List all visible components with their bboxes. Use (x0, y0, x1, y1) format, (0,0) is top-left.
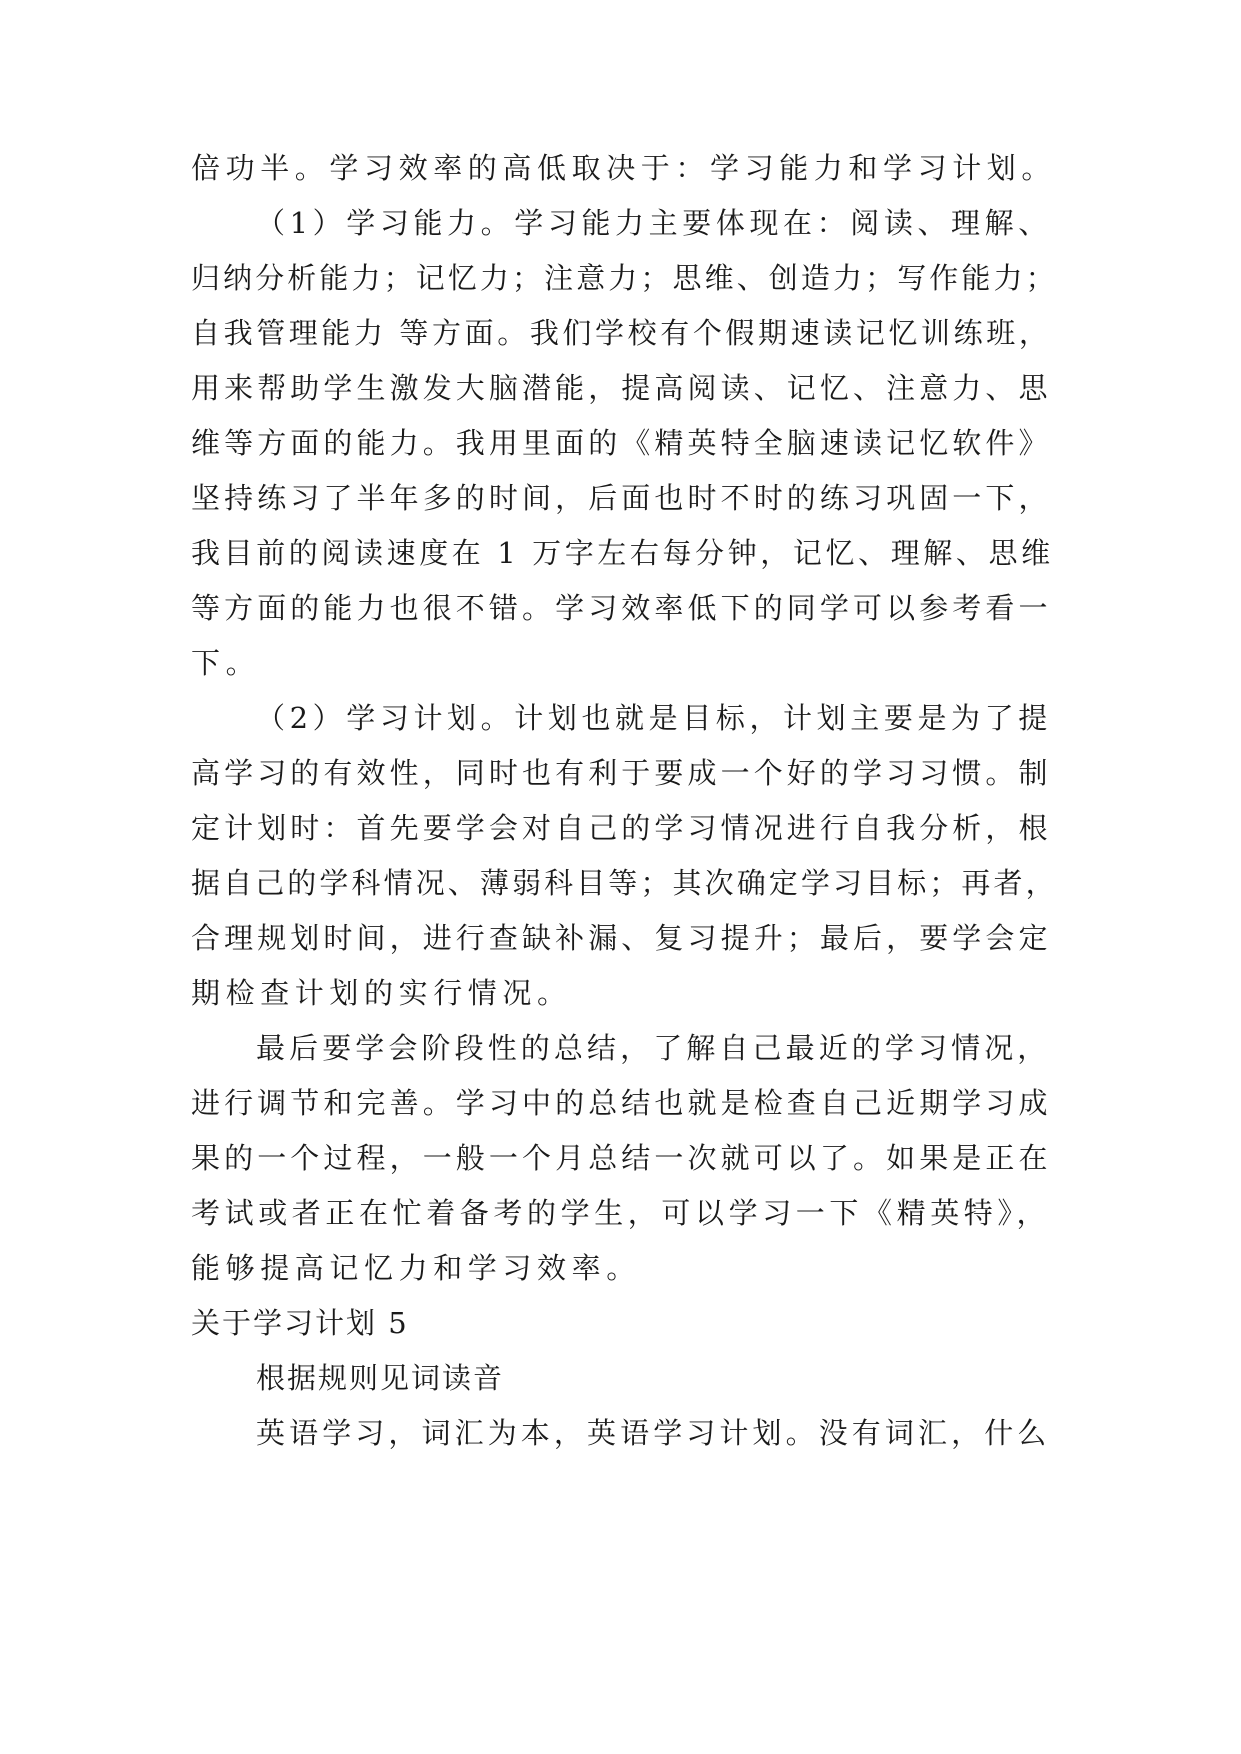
text-line: 等方面的能力也很不错。学习效率低下的同学可以参考看一 (191, 591, 1052, 625)
text-line: 高学习的有效性，同时也有利于要成一个好的学习习惯。制 (191, 756, 1052, 790)
text-line: 归纳分析能力；记忆力；注意力；思维、创造力；写作能力； (191, 261, 1058, 295)
paragraph-1-start: （1）学习能力。学习能力主要体现在：阅读、理解、 (256, 206, 1052, 240)
text-line: 坚持练习了半年多的时间，后面也时不时的练习巩固一下， (191, 481, 1052, 515)
text-line: 合理规划时间，进行查缺补漏、复习提升；最后，要学会定 (191, 921, 1052, 955)
text-line: 期检查计划的实行情况。 (191, 976, 572, 1010)
text-line: 进行调节和完善。学习中的总结也就是检查自己近期学习成 (191, 1086, 1052, 1120)
text-line: 定计划时：首先要学会对自己的学习情况进行自我分析，根 (191, 811, 1052, 845)
text-line: 维等方面的能力。我用里面的《精英特全脑速读记忆软件》 (191, 426, 1052, 460)
text-line: 自我管理能力 等方面。我们学校有个假期速读记忆训练班， (191, 316, 1052, 350)
text-line: 考试或者正在忙着备考的学生，可以学习一下《精英特》， (191, 1196, 1051, 1230)
text-line: 我目前的阅读速度在 1 万字左右每分钟，记忆、理解、思维 (191, 536, 1054, 570)
section-heading: 关于学习计划 5 (191, 1306, 409, 1340)
text-line: 用来帮助学生激发大脑潜能，提高阅读、记忆、注意力、思 (191, 371, 1052, 405)
text-line: 据自己的学科情况、薄弱科目等；其次确定学习目标；再者， (191, 866, 1058, 900)
paragraph-3-start: 最后要学会阶段性的总结，了解自己最近的学习情况， (256, 1031, 1051, 1065)
paragraph-4-start: 英语学习，词汇为本，英语学习计划。没有词汇，什么 (256, 1416, 1051, 1450)
subheading: 根据规则见词读音 (256, 1361, 505, 1395)
paragraph-2-start: （2）学习计划。计划也就是目标，计划主要是为了提 (256, 701, 1052, 735)
text-line: 下。 (191, 646, 261, 680)
text-line: 果的一个过程，一般一个月总结一次就可以了。如果是正在 (191, 1141, 1052, 1175)
text-line: 倍功半。学习效率的高低取决于：学习能力和学习计划。 (191, 151, 1057, 185)
text-line: 能够提高记忆力和学习效率。 (191, 1251, 641, 1285)
